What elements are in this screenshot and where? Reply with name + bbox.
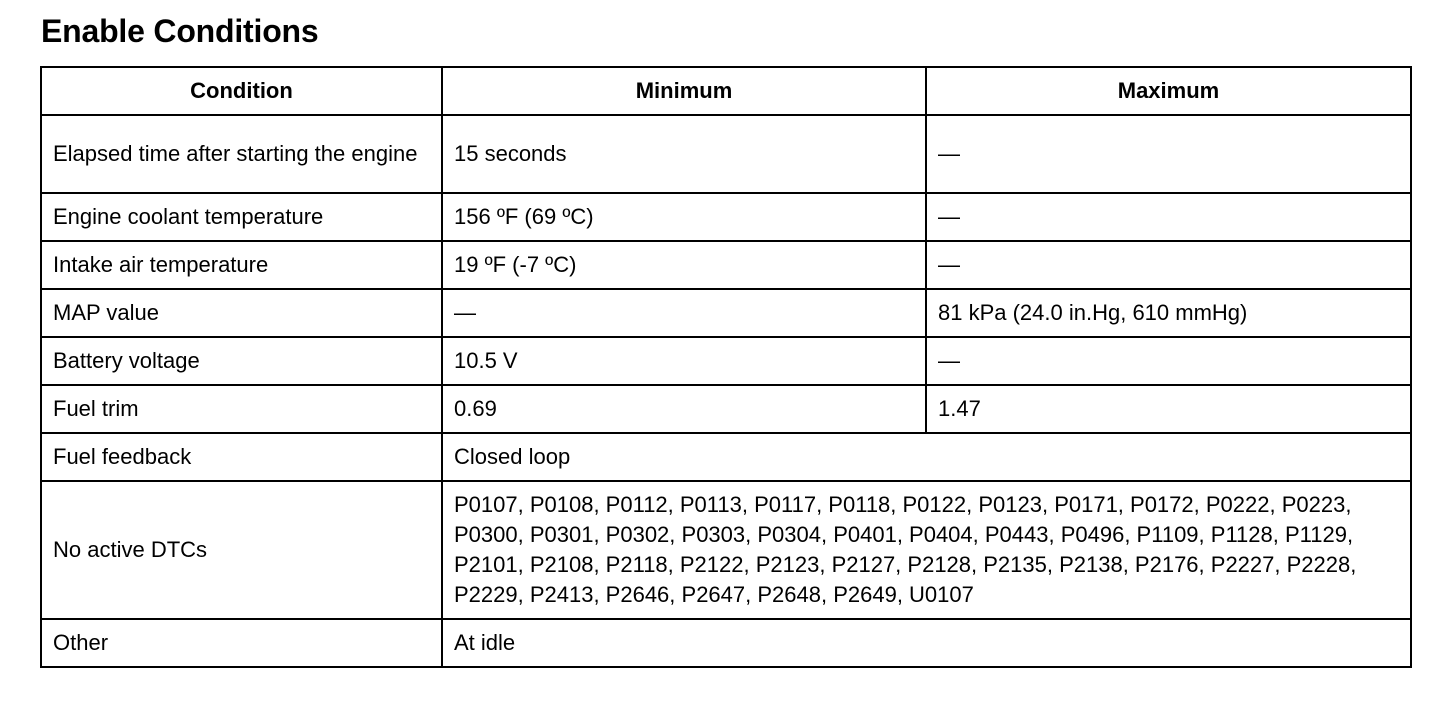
minimum-cell: — — [442, 289, 926, 337]
table-row — [41, 433, 1411, 481]
table-row — [41, 193, 1411, 241]
table-row — [41, 619, 1411, 667]
enable-conditions-table — [40, 66, 1412, 668]
table-row — [41, 481, 1411, 619]
maximum-cell: — — [926, 337, 1411, 385]
condition-cell: MAP value — [41, 289, 442, 337]
condition-cell: Battery voltage — [41, 337, 442, 385]
column-header-condition: Condition — [41, 67, 442, 115]
table-row — [41, 337, 1411, 385]
table-header-row — [41, 67, 1411, 115]
dtc-list-cell: P0107, P0108, P0112, P0113, P0117, P0118, P0122, P0123, P0171, P0172, P0222, P0223, P0300, P0301, P0302, P0303, P0304, P0401, P0404, P0443, P0496, P1109, P1128, P1129, P2101, P2108, P2118, P2122, P2123, P2127, P2128, P2135, P2138, P2176, P2227, P2228, P2229, P2413, P2646, P2647, P2648, P2649, U0107 — [442, 481, 1411, 619]
condition-cell: Engine coolant temperature — [41, 193, 442, 241]
column-header-maximum: Maximum — [926, 67, 1411, 115]
condition-cell: Fuel feedback — [41, 433, 442, 481]
condition-cell: Fuel trim — [41, 385, 442, 433]
table-row — [41, 241, 1411, 289]
table-row — [41, 289, 1411, 337]
page-title: Enable Conditions — [41, 13, 319, 49]
table-row — [41, 385, 1411, 433]
value-cell: Closed loop — [442, 433, 1411, 481]
condition-cell: Intake air temperature — [41, 241, 442, 289]
maximum-cell: — — [926, 241, 1411, 289]
maximum-cell: 1.47 — [926, 385, 1411, 433]
condition-cell: Elapsed time after starting the engine — [41, 115, 442, 193]
minimum-cell: 10.5 V — [442, 337, 926, 385]
column-header-minimum: Minimum — [442, 67, 926, 115]
maximum-cell: 81 kPa (24.0 in.Hg, 610 mmHg) — [926, 289, 1411, 337]
table-row — [41, 115, 1411, 193]
minimum-cell: 19 ºF (-7 ºC) — [442, 241, 926, 289]
condition-cell: Other — [41, 619, 442, 667]
minimum-cell: 15 seconds — [442, 115, 926, 193]
maximum-cell: — — [926, 193, 1411, 241]
value-cell: At idle — [442, 619, 1411, 667]
minimum-cell: 156 ºF (69 ºC) — [442, 193, 926, 241]
minimum-cell: 0.69 — [442, 385, 926, 433]
condition-cell: No active DTCs — [41, 481, 442, 619]
maximum-cell: — — [926, 115, 1411, 193]
